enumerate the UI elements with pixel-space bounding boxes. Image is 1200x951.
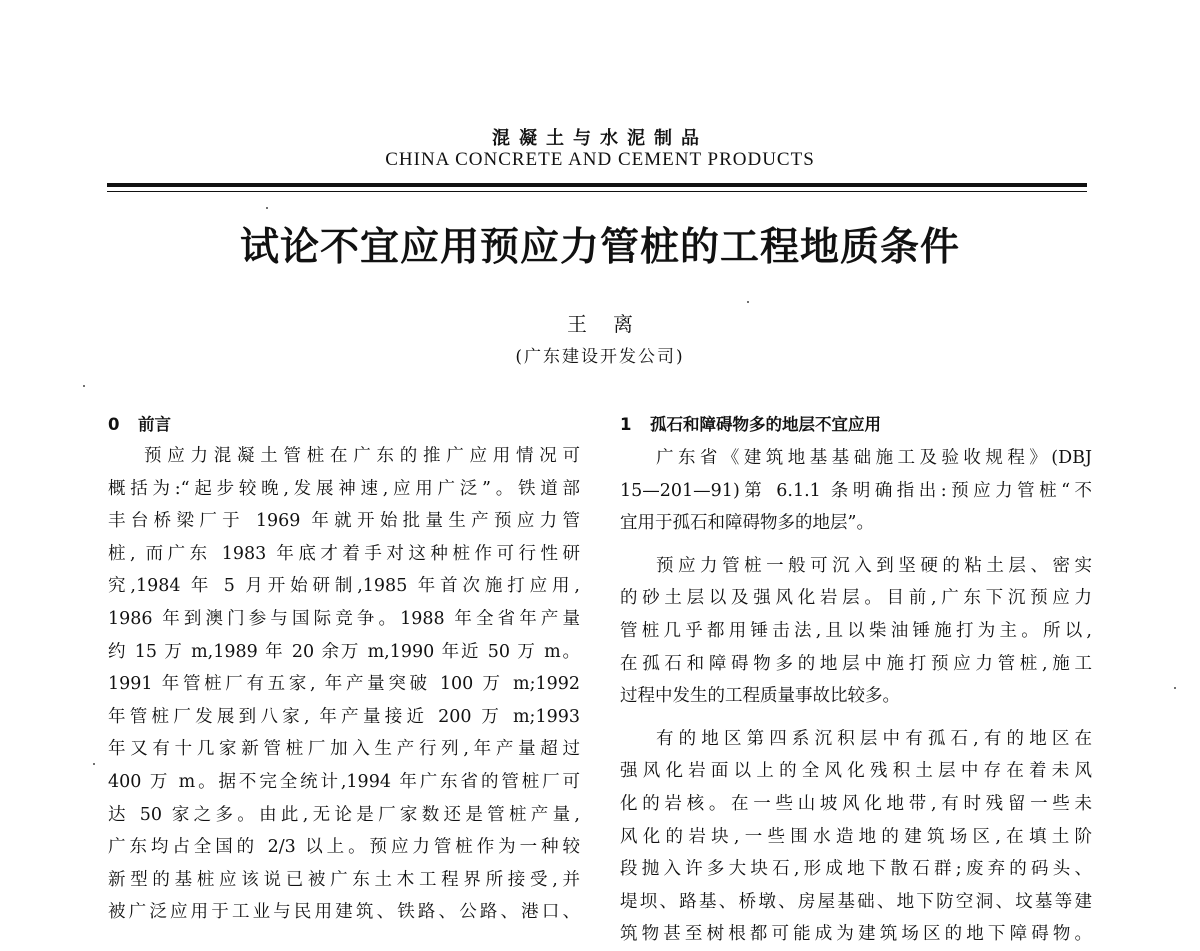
text-line: 在孤石和障碍物多的地层中施打预应力管桩,施工	[620, 653, 1092, 674]
author-affiliation: (广东建设开发公司)	[515, 347, 685, 367]
author-name: 王离	[567, 312, 659, 336]
text-line: 年又有十几家新管桩厂加入生产行列,年产量超过	[108, 739, 580, 760]
text-line: 桩, 而广东 1983 年底才着手对这种桩作可行性研	[108, 543, 580, 564]
text-line: 宜用于孤石和障碍物多的地层”。	[620, 513, 874, 534]
text-line: 预应力混凝土管桩在广东的推广应用情况可	[144, 446, 580, 466]
text-line: 400 万 m。据不完全统计,1994 年广东省的管桩厂可	[108, 771, 580, 792]
text-line: 被广泛应用于工业与民用建筑、铁路、公路、港口、	[108, 902, 580, 923]
right-column	[620, 410, 1092, 951]
scan-speck	[266, 207, 268, 209]
text-line: 段抛入许多大块石,形成地下散石群;废弃的码头、	[620, 859, 1092, 880]
section-number: 1	[620, 415, 632, 434]
text-line: 丰台桥梁厂于 1969 年就开始批量生产预应力管	[108, 511, 580, 532]
text-line: 新型的基桩应该说已被广东土木工程界所接受,并	[108, 869, 580, 890]
article-title: 试论不宜应用预应力管桩的工程地质条件	[239, 225, 960, 270]
text-line: 强风化岩面以上的全风化残积土层中存在着未风	[620, 761, 1092, 782]
text-line: 堤坝、路基、桥墩、房屋基础、地下防空洞、坟墓等建	[620, 891, 1092, 912]
section-title: 孤石和障碍物多的地层不宜应用	[650, 415, 881, 434]
text-line: 广东均占全国的 2/3 以上。预应力管桩作为一种较	[108, 837, 580, 858]
text-line: 概括为:“起步较晚,发展神速,应用广泛”。铁道部	[108, 478, 580, 499]
text-line: 风化的岩块,一些围水造地的建筑场区,在填土阶	[620, 826, 1092, 847]
section-title: 前言	[138, 415, 171, 434]
text-line: 1991 年管桩厂有五家, 年产量突破 100 万 m;1992	[108, 674, 580, 695]
section-number: 0	[108, 415, 120, 434]
journal-name-en: CHINA CONCRETE AND CEMENT PRODUCTS	[385, 149, 815, 170]
section-heading-1	[620, 410, 1092, 440]
text-line: 究,1984 年 5 月开始研制,1985 年首次施打应用,	[108, 576, 580, 597]
scan-speck	[1174, 687, 1176, 689]
text-line: 预应力管桩一般可沉入到坚硬的粘土层、密实	[656, 555, 1092, 576]
section-heading-0	[108, 410, 580, 440]
text-line: 有的地区第四系沉积层中有孤石,有的地区在	[656, 728, 1092, 749]
text-line: 广东省《建筑地基基础施工及验收规程》(DBJ	[656, 448, 1092, 468]
text-line: 过程中发生的工程质量事故比较多。	[620, 686, 900, 707]
journal-name-cn: 混凝土与水泥制品	[492, 128, 708, 149]
scan-speck	[83, 385, 85, 387]
scan-speck	[93, 763, 95, 765]
scan-speck	[747, 301, 749, 303]
text-line: 化的岩核。在一些山坡风化地带,有时残留一些未	[620, 793, 1092, 814]
header-rule-thin	[107, 191, 1087, 192]
text-line: 年管桩厂发展到八家, 年产量接近 200 万 m;1993	[108, 706, 580, 727]
text-line: 达 50 家之多。由此,无论是厂家数还是管桩产量,	[108, 804, 580, 825]
text-line: 1986 年到澳门参与国际竞争。1988 年全省年产量	[108, 608, 580, 629]
left-column	[108, 410, 580, 929]
text-line: 筑物甚至树根都可能成为建筑场区的地下障碍物。	[620, 924, 1092, 945]
text-line: 15—201—91)第 6.1.1 条明确指出:预应力管桩“不	[620, 480, 1092, 501]
text-line: 管桩几乎都用锤击法,且以柴油锤施打为主。所以,	[620, 620, 1092, 641]
text-line: 约 15 万 m,1989 年 20 余万 m,1990 年近 50 万 m。	[108, 641, 580, 662]
text-line: 的砂土层以及强风化岩层。目前,广东下沉预应力	[620, 588, 1092, 609]
header-rule-thick	[107, 183, 1087, 187]
